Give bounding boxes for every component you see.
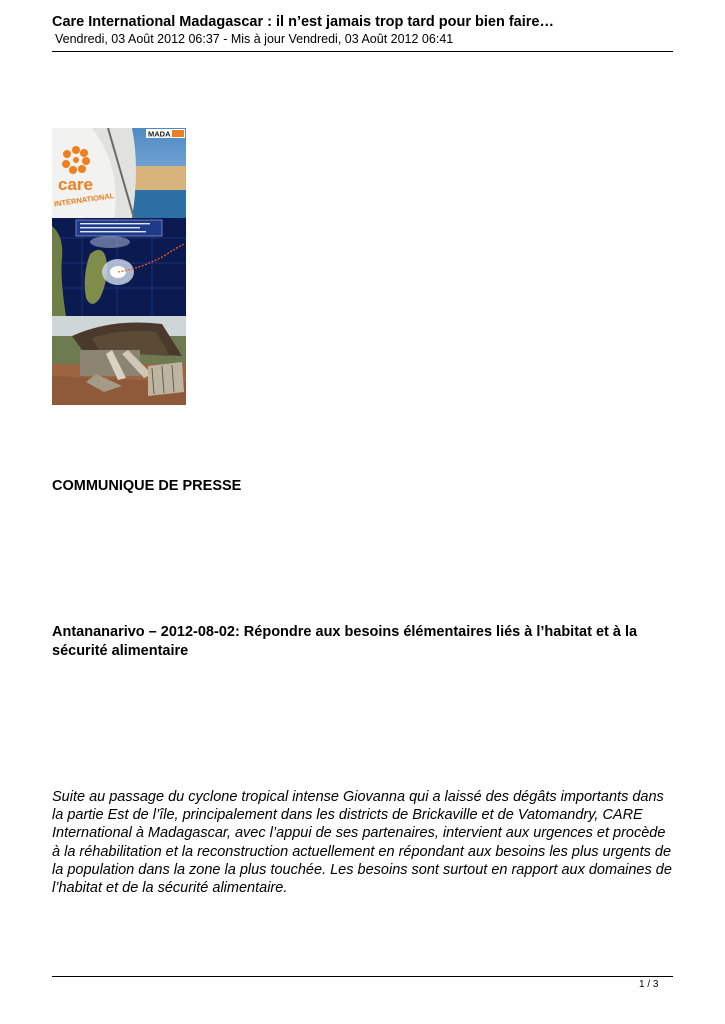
- cyclone-satellite-map: [52, 218, 186, 316]
- lead-paragraph: Suite au passage du cyclone tropical intense Giovanna qui a laissé des dégâts importants dans la partie Est de l’île, principalement dans les districts de Brickaville et de Vatomandry, CARE International à Madagascar, avec l’appui de ses partenaires, intervient aux urgences et procède à la réhabilitation et la reconstruction actuellement en répondant aux besoins les plus urgents de la population dans la zone la plus touchée. Les besoins sont surtout en rapport aux domaines de l’habitat et de la sécurité alimentaire.: [52, 789, 672, 897]
- press-release-headline: Antananarivo – 2012-08-02: Répondre aux besoins élémentaires liés à l’habitat et à la sécurité alimentaire: [52, 624, 638, 659]
- article-image: [52, 128, 186, 405]
- section-heading: COMMUNIQUE DE PRESSE: [52, 478, 242, 494]
- page-number: 1 / 3: [639, 979, 659, 990]
- mada-watermark: MADA: [148, 129, 171, 139]
- care-international-flag-photo: [52, 128, 186, 218]
- care-logo-text: care: [58, 175, 93, 194]
- document-title: Care International Madagascar : il n’est jamais trop tard pour bien faire…: [52, 14, 554, 30]
- footer-divider: [52, 976, 673, 977]
- damaged-house-photo: [52, 316, 186, 405]
- care-logo-subtext: INTERNATIONAL: [53, 191, 115, 209]
- document-date-meta: Vendredi, 03 Août 2012 06:37 - Mis à jour Vendredi, 03 Août 2012 06:41: [55, 32, 454, 46]
- header-divider: [52, 51, 673, 52]
